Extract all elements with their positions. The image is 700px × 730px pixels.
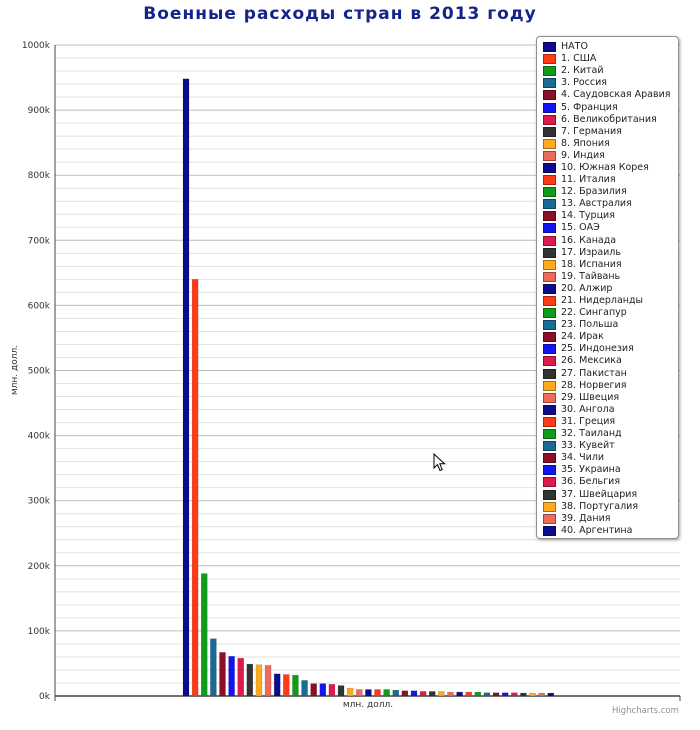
bar-series-34[interactable]: [493, 693, 499, 696]
legend-swatch: [543, 356, 556, 366]
legend-swatch: [543, 54, 556, 64]
legend-item-0[interactable]: [543, 41, 678, 53]
bar-series-10[interactable]: [274, 674, 280, 696]
legend-label: 37. Швейцария: [561, 488, 638, 500]
bar-series-8[interactable]: [256, 665, 262, 696]
bar-series-6[interactable]: [238, 658, 244, 696]
y-tick-label: 400k: [27, 431, 50, 442]
legend-label: 20. Алжир: [561, 282, 613, 294]
legend-label: 11. Италия: [561, 174, 616, 186]
legend-item-6[interactable]: [543, 114, 678, 126]
legend-swatch: [543, 187, 556, 197]
y-tick-label: 100k: [27, 626, 50, 637]
bar-series-36[interactable]: [511, 693, 517, 696]
legend-label: 33. Кувейт: [561, 440, 615, 452]
legend-label: 22. Сингапур: [561, 307, 627, 319]
bar-series-15[interactable]: [320, 684, 326, 696]
legend-label: 23. Польша: [561, 319, 619, 331]
legend-swatch: [543, 78, 556, 88]
y-tick-label: 600k: [27, 301, 50, 312]
legend-swatch: [543, 514, 556, 524]
bar-series-18[interactable]: [347, 688, 353, 696]
legend-item-23[interactable]: [543, 319, 678, 331]
legend-item-10[interactable]: [543, 162, 678, 174]
bar-series-17[interactable]: [338, 686, 344, 696]
legend-label: 35. Украина: [561, 464, 621, 476]
bar-series-16[interactable]: [329, 684, 335, 696]
legend-label: 31. Греция: [561, 415, 616, 427]
legend-label: 24. Ирак: [561, 331, 604, 343]
legend-swatch: [543, 284, 556, 294]
legend-item-32[interactable]: [543, 428, 678, 440]
legend-label: 30. Ангола: [561, 403, 615, 415]
legend-swatch: [543, 66, 556, 76]
bar-series-27[interactable]: [429, 691, 435, 696]
legend-swatch: [543, 502, 556, 512]
legend-label: 19. Тайвань: [561, 270, 621, 282]
legend-item-13[interactable]: [543, 198, 678, 210]
bar-series-40[interactable]: [548, 693, 554, 696]
bar-series-2[interactable]: [201, 574, 207, 696]
legend-label: 38. Португалия: [561, 500, 639, 512]
legend-label: 1. США: [561, 53, 597, 65]
legend-swatch: [543, 477, 556, 487]
legend-item-17[interactable]: [543, 247, 678, 259]
y-tick-label: 1000k: [21, 41, 50, 51]
bar-series-30[interactable]: [457, 692, 463, 696]
legend-swatch: [543, 296, 556, 306]
legend-item-28[interactable]: [543, 380, 678, 392]
bar-series-7[interactable]: [247, 664, 253, 696]
legend-swatch: [543, 465, 556, 475]
bar-series-0[interactable]: [183, 79, 189, 696]
y-tick-label: 500k: [27, 366, 50, 377]
legend-swatch: [543, 139, 556, 149]
legend-item-39[interactable]: [543, 513, 678, 525]
legend-item-21[interactable]: [543, 295, 678, 307]
legend-label: 26. Мексика: [561, 355, 622, 367]
legend-item-30[interactable]: [543, 404, 678, 416]
bar-series-24[interactable]: [402, 691, 408, 696]
legend-item-7[interactable]: [543, 126, 678, 138]
legend-item-19[interactable]: [543, 271, 678, 283]
legend-swatch: [543, 163, 556, 173]
bar-series-9[interactable]: [265, 665, 271, 696]
bar-series-35[interactable]: [502, 693, 508, 696]
legend-label: 39. Дания: [561, 512, 611, 524]
legend: [536, 36, 679, 539]
legend-item-31[interactable]: [543, 416, 678, 428]
legend-label: 25. Индонезия: [561, 343, 634, 355]
legend-item-3[interactable]: [543, 77, 678, 89]
legend-swatch: [543, 308, 556, 318]
bar-series-11[interactable]: [283, 675, 289, 696]
credits-link[interactable]: Highcharts.com: [612, 706, 679, 716]
legend-item-36[interactable]: [543, 476, 678, 488]
legend-label: 36. Бельгия: [561, 476, 621, 488]
legend-swatch: [543, 417, 556, 427]
bar-series-28[interactable]: [438, 691, 444, 696]
legend-swatch: [543, 381, 556, 391]
y-tick-label: 300k: [27, 496, 50, 507]
legend-swatch: [543, 441, 556, 451]
legend-swatch: [543, 151, 556, 161]
y-tick-label: 900k: [27, 106, 50, 117]
legend-swatch: [543, 332, 556, 342]
legend-item-35[interactable]: [543, 464, 678, 476]
legend-swatch: [543, 90, 556, 100]
legend-item-16[interactable]: [543, 235, 678, 247]
legend-item-18[interactable]: [543, 259, 678, 271]
legend-item-8[interactable]: [543, 138, 678, 150]
legend-label: 14. Турция: [561, 210, 615, 222]
legend-label: 6. Великобритания: [561, 113, 657, 125]
bar-series-1[interactable]: [192, 279, 198, 696]
bar-series-33[interactable]: [484, 693, 490, 696]
mouse-cursor-icon: [433, 453, 447, 473]
legend-label: 3. Россия: [561, 77, 607, 89]
legend-label: 15. ОАЭ: [561, 222, 600, 234]
legend-label: 17. Израиль: [561, 246, 621, 258]
legend-swatch: [543, 344, 556, 354]
legend-swatch: [543, 115, 556, 125]
legend-swatch: [543, 211, 556, 221]
legend-item-24[interactable]: [543, 331, 678, 343]
legend-label: 29. Швеция: [561, 391, 620, 403]
bar-series-3[interactable]: [210, 639, 216, 696]
legend-item-4[interactable]: [543, 89, 678, 101]
legend-label: 27. Пакистан: [561, 367, 627, 379]
bar-series-13[interactable]: [302, 680, 308, 696]
legend-label: 7. Германия: [561, 125, 622, 137]
legend-swatch: [543, 369, 556, 379]
bar-series-20[interactable]: [365, 689, 371, 696]
legend-item-5[interactable]: [543, 101, 678, 113]
legend-swatch: [543, 103, 556, 113]
legend-swatch: [543, 405, 556, 415]
legend-swatch: [543, 175, 556, 185]
legend-swatch: [543, 236, 556, 246]
y-tick-label: 200k: [27, 561, 50, 572]
legend-label: 12. Бразилия: [561, 186, 627, 198]
bar-series-4[interactable]: [219, 652, 225, 696]
legend-label: 2. Китай: [561, 65, 604, 77]
legend-label: 18. Испания: [561, 258, 622, 270]
bar-layer: [183, 79, 554, 696]
bar-series-39[interactable]: [539, 693, 545, 696]
legend-item-26[interactable]: [543, 355, 678, 367]
legend-label: НАТО: [561, 41, 588, 53]
bar-series-38[interactable]: [530, 693, 536, 696]
legend-item-15[interactable]: [543, 222, 678, 234]
bar-series-23[interactable]: [393, 690, 399, 696]
legend-label: 9. Индия: [561, 149, 605, 161]
bar-series-5[interactable]: [229, 656, 235, 696]
legend-swatch: [543, 272, 556, 282]
legend-item-9[interactable]: [543, 150, 678, 162]
bar-series-26[interactable]: [420, 691, 426, 696]
bar-series-25[interactable]: [411, 691, 417, 696]
legend-swatch: [543, 260, 556, 270]
legend-swatch: [543, 490, 556, 500]
legend-label: 16. Канада: [561, 234, 617, 246]
y-axis-title: млн. долл.: [10, 344, 20, 396]
legend-item-20[interactable]: [543, 283, 678, 295]
bar-series-37[interactable]: [520, 693, 526, 696]
legend-label: 13. Австралия: [561, 198, 632, 210]
legend-item-14[interactable]: [543, 210, 678, 222]
legend-label: 40. Аргентина: [561, 524, 633, 536]
legend-swatch: [543, 223, 556, 233]
legend-label: 10. Южная Корея: [561, 161, 649, 173]
legend-item-29[interactable]: [543, 392, 678, 404]
bar-series-19[interactable]: [356, 689, 362, 696]
legend-item-2[interactable]: [543, 65, 678, 77]
bar-series-12[interactable]: [292, 675, 298, 696]
bar-series-22[interactable]: [384, 689, 390, 696]
legend-swatch: [543, 429, 556, 439]
legend-swatch: [543, 393, 556, 403]
legend-swatch: [543, 199, 556, 209]
legend-swatch: [543, 248, 556, 258]
legend-item-12[interactable]: [543, 186, 678, 198]
legend-item-37[interactable]: [543, 488, 678, 500]
bar-series-31[interactable]: [466, 692, 472, 696]
legend-label: 5. Франция: [561, 101, 618, 113]
legend-item-40[interactable]: [543, 525, 678, 537]
legend-item-38[interactable]: [543, 501, 678, 513]
legend-item-34[interactable]: [543, 452, 678, 464]
y-tick-label: 800k: [27, 171, 50, 182]
bar-series-29[interactable]: [447, 692, 453, 696]
legend-label: 21. Нидерланды: [561, 295, 644, 307]
y-tick-label: 700k: [27, 236, 50, 247]
legend-item-11[interactable]: [543, 174, 678, 186]
x-axis-title: млн. долл.: [342, 700, 394, 710]
legend-label: 32. Таиланд: [561, 428, 622, 440]
legend-item-1[interactable]: [543, 53, 678, 65]
legend-swatch: [543, 42, 556, 52]
chart-title: Военные расходы стран в 2013 году: [143, 4, 537, 24]
legend-label: 34. Чили: [561, 452, 605, 464]
y-tick-label: 0k: [39, 692, 50, 702]
legend-label: 4. Саудовская Аравия: [561, 89, 671, 101]
legend-label: 8. Япония: [561, 137, 610, 149]
legend-swatch: [543, 127, 556, 137]
legend-swatch: [543, 526, 556, 536]
legend-item-25[interactable]: [543, 343, 678, 355]
legend-item-22[interactable]: [543, 307, 678, 319]
legend-swatch: [543, 453, 556, 463]
legend-label: 28. Норвегия: [561, 379, 627, 391]
legend-swatch: [543, 320, 556, 330]
legend-item-33[interactable]: [543, 440, 678, 452]
bar-series-32[interactable]: [475, 692, 481, 696]
bar-series-14[interactable]: [311, 684, 317, 696]
legend-item-27[interactable]: [543, 368, 678, 380]
bar-series-21[interactable]: [375, 689, 381, 696]
